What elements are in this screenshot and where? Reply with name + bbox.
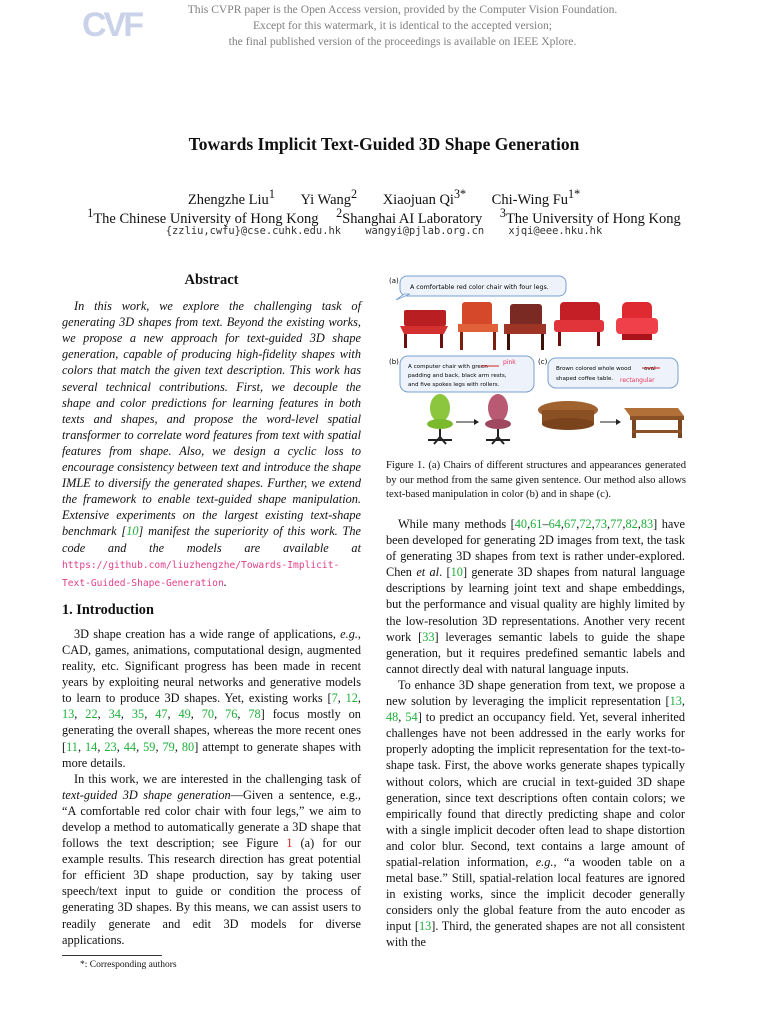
code-url-link[interactable]: https://github.com/liuzhengzhe/Towards-Implicit-Text-Guided-Shape-Generation [62, 559, 340, 589]
citation-link[interactable]: 13 [669, 694, 682, 709]
watermark-line: Except for this watermark, it is identical to the accepted version; [252, 19, 553, 32]
emphasis-text: e.g. [535, 854, 554, 869]
citation-link[interactable]: 77 [610, 517, 623, 531]
citation-link[interactable]: 13 [418, 919, 432, 934]
citation-link[interactable]: 40 [514, 517, 528, 531]
edit-word-pink: pink [503, 359, 516, 366]
citation-link[interactable]: 82 [625, 517, 638, 531]
svg-text:Brown colored whole wood: Brown colored whole wood [556, 366, 632, 372]
open-access-watermark [150, 2, 655, 50]
citation-link[interactable]: 10 [126, 524, 139, 539]
svg-text:shaped coffee table.: shaped coffee table. [556, 376, 614, 382]
svg-text:padding and back, black arm re: padding and back, black arm rests, [408, 373, 507, 379]
emphasis-text: e.g. [340, 626, 358, 641]
citation-link[interactable]: 48 [386, 710, 399, 725]
red-chair-image [554, 302, 604, 346]
citation-link[interactable]: 76 [225, 707, 238, 722]
citation-link[interactable]: 34 [108, 707, 121, 722]
affiliation: $^1$The Chinese University of Hong Kong [87, 206, 319, 227]
author: Yi Wang$^2$ [300, 187, 358, 208]
citation-link[interactable]: 54 [405, 710, 418, 725]
svg-text:A computer chair with green: A computer chair with green [408, 364, 488, 370]
cvf-logo [82, 5, 144, 43]
citation-link[interactable]: 7 [331, 691, 338, 706]
footnote-rule [62, 955, 162, 956]
emphasis-text: et al [416, 565, 440, 580]
watermark-line: the final published version of the proceedings is available on IEEE Xplore. [228, 35, 577, 48]
author: Zhengzhe Liu$^1$ [187, 187, 275, 208]
intro-paragraph: In this work, we are interested in the challenging task of text-guided 3D shape generation—Given a sentence, e.g., “A comfortable red color chair with four legs,” we aim to develop a method to automatically generate a 3D shape that follows the text description; see Figure 1 (a) for our example results. This research direction has great potential for efficient 3D shape production, say by taking user speech/text input to guide or condition the process of generating 3D shapes. By this means, we can assist users to readily generate and edit 3D models for diverse applications. [62, 771, 362, 947]
citation-link[interactable]: 80 [181, 739, 195, 754]
citation-link[interactable]: 11 [66, 739, 78, 754]
citation-link[interactable]: 10 [450, 565, 463, 580]
affiliation: $^3$The University of Hong Kong [499, 206, 681, 227]
citation-link[interactable]: 14 [85, 739, 98, 754]
citation-link[interactable]: 35 [131, 707, 145, 722]
citation-link[interactable]: 47 [155, 707, 168, 722]
svg-text:A comfortable red color chair: A comfortable red color chair with four legs. [410, 284, 549, 291]
panel-label-c: (c) [538, 358, 548, 366]
footnote: *: Corresponding authors [80, 959, 177, 970]
citation-link[interactable]: 33 [422, 629, 435, 644]
body-paragraph: To enhance 3D shape generation from text, we propose a new solution by leveraging the implicit representation [13, 48, 54] to predict an occupancy field. Yet, several inherited challenges have not been addressed in the early works for properly adopting the implicit representation for the text-to-shape task. First, the above works generate shapes typically without colors, which are crucial in text-guided 3D shape generation, since text descriptions often contain colors; we empirically found that directly predicting shape and color with a single implicit decoder often lead to shape distortion and color blur. Second, text contains a large amount of spatial-relation information, e.g., “a wooden table on a metal base.” Still, spatial-relation local features are ignored in existing works, since the implicit decoder generally considers only the global feature from the auto encoder as input [13]. Third, the generated shapes are not all consistent with the [386, 677, 686, 950]
citation-link[interactable]: 67 [563, 517, 577, 531]
speech-bubble-c [548, 358, 678, 388]
arrow-icon [600, 419, 621, 425]
figure-caption: Figure 1. (a) Chairs of different structures and appearances generated by our method from the same given sentence. Our method also allows text-based manipulation in color (b) and in shape (c). [386, 460, 686, 501]
citation-link[interactable]: 12 [345, 691, 358, 706]
paper-title: Towards Implicit Text-Guided 3D Shape Generation [188, 134, 580, 154]
emphasis-text: text-guided 3D shape generation [62, 787, 231, 802]
citation-link[interactable]: 22 [85, 707, 98, 722]
author: Chi-Wing $Fu^{1*}$ [491, 187, 581, 208]
citation-link[interactable]: 61 [530, 517, 543, 531]
panel-label-a: (a) [389, 277, 399, 285]
citation-link[interactable]: 70 [201, 707, 215, 722]
abstract-text: In this work, we explore the challenging task of generating 3D shapes from text. Beyond the existing works, we propose a new approach for text-guided 3D shape generation, capable of producing high-fidelity shapes with colors that match the given text description. This work has several technical contributions. First, we decouple the shape and color predictions for learning features in both texts and shapes, and propose the word-level spatial transformer to correlate word features from text with spatial features from shape. Also, we design a cyclic loss to encourage consistency between text and introduce the shape IMLE to diversify the generated shapes. Further, we extend the framework to enable text-guided shape manipulation. Extensive experiments on the largest existing text-shape benchmark [10] manifest the superiority of this work. The code and the models are available at https://github.com/liuzhengzhe/Towards-Implicit-Text-Guided-Shape-Generation. [62, 299, 361, 589]
figure-1 [386, 272, 686, 452]
edit-word-oval: oval [644, 366, 656, 372]
email[interactable]: {zzliu,cwfu}@cse.cuhk.edu.hk [165, 225, 341, 237]
red-chair-image [616, 302, 658, 340]
abstract-heading: Abstract [184, 272, 239, 288]
svg-text:CVF: CVF [82, 6, 141, 43]
figure-ref-link[interactable]: 1 [286, 836, 293, 851]
pink-chair-image [485, 394, 511, 444]
citation-link[interactable]: 73 [594, 517, 608, 531]
email[interactable]: wangyi@pjlab.org.cn [365, 225, 485, 237]
author: Xiaojuan $Qi^{3*}$ [382, 187, 467, 208]
intro-paragraph: 3D shape creation has a wide range of applications, e.g., CAD, games, animations, computational design, augmented reality, etc. Significant progress has been made in recent years by exploiting neural networks and generative models to learn to produce 3D shapes. Yet, existing works [7, 12, 13, 22, 34, 35, 47, 49, 70, 76, 78] focus mostly on generating the overall shapes, whereas the more recent ones [11, 14, 23, 44, 59, 79, 80] attempt to generate shapes with more details. [62, 626, 362, 770]
email[interactable]: xjqi@eee.hku.hk [508, 225, 603, 237]
red-chair-image [504, 304, 546, 350]
rectangular-table-image [624, 408, 684, 438]
citation-link[interactable]: 13 [62, 707, 75, 722]
citation-link[interactable]: 83 [640, 517, 654, 531]
citation-link[interactable]: 64 [548, 517, 561, 531]
citation-link[interactable]: 59 [143, 739, 156, 754]
citation-link[interactable]: 78 [248, 707, 261, 722]
oval-table-image [538, 401, 598, 430]
left-column [62, 272, 361, 972]
green-chair-image [427, 394, 453, 444]
speech-bubble-b [400, 356, 534, 392]
right-column [386, 516, 685, 951]
arrow-icon [456, 419, 479, 425]
email-list [0, 225, 768, 237]
panel-label-b: (b) [389, 358, 399, 366]
affiliation: $^2$Shanghai AI Laboratory [336, 206, 483, 227]
citation-link[interactable]: 79 [162, 739, 175, 754]
red-chair-image [458, 302, 498, 350]
svg-text:and five spokes legs with roll: and five spokes legs with rollers. [408, 382, 500, 388]
citation-link[interactable]: 49 [178, 707, 191, 722]
section-heading: 1. Introduction [62, 601, 154, 618]
citation-link[interactable]: 72 [579, 517, 592, 531]
speech-bubble-a [396, 276, 566, 300]
edit-word-rectangular: rectangular [620, 377, 655, 384]
citation-link[interactable]: 23 [104, 739, 117, 754]
red-chair-image [400, 310, 448, 348]
citation-link[interactable]: 44 [123, 739, 137, 754]
body-paragraph: While many methods [40,61–64,67,72,73,77,82,83] have been developed for generating 2D images from text, the task of generating 3D shapes from text is rather under-explored. Chen et al. [10] generate 3D shapes from natural language descriptions by learning joint text and shape embeddings, but the performance and visual quality are highly limited by the low-resolution 3D representations. Another very recent work [33] leverages semantic labels to guide the shape generation, but it requires predefined semantic labels and cannot directly deal with natural language inputs. [386, 517, 686, 676]
watermark-line: This CVPR paper is the Open Access version, provided by the Computer Vision Foundation. [187, 3, 618, 16]
